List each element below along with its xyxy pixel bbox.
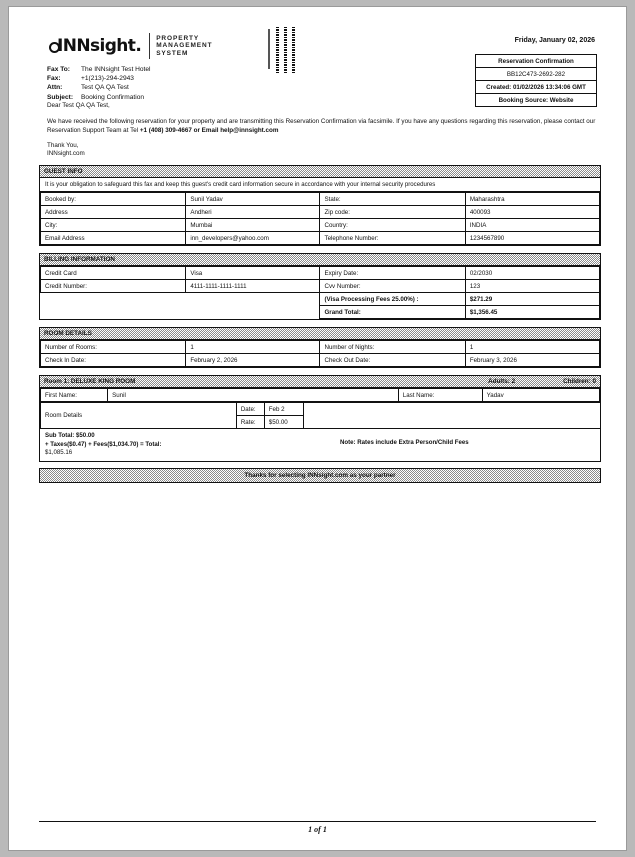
letter-contact: +1 (408) 309-4667 or Email help@innsight.com (139, 127, 279, 134)
room-1-section (39, 375, 601, 462)
logo-wordmark (47, 36, 141, 56)
logo-text: INNsight. (57, 36, 142, 56)
letter-paragraph-text: We have received the following reservation for your property and are transmitting this Reservation Confirmation via facsimile. If you have any questions regarding this reservation, please contact our Reservation Support Team at Tel (47, 118, 596, 134)
page-footer (39, 821, 596, 834)
cell-value: INDIA (465, 219, 599, 232)
table-row (41, 389, 600, 402)
guest-info-notice: It is your obligation to safeguard this fax and keep this guest's credit card information secure in accordance with your internal security procedures (40, 178, 600, 192)
fax-label: Fax: (47, 75, 61, 83)
last-name-label: Last Name: (398, 389, 482, 402)
reservation-confirmation-box (475, 54, 597, 107)
first-name-value: Sunil (108, 389, 399, 402)
logo-divider (149, 33, 150, 59)
cell-value: Sunil Yadav (186, 193, 320, 206)
letter-body (39, 101, 601, 158)
cell-label: Zip code: (320, 206, 465, 219)
processing-fee-label: (Visa Processing Fees 25.00%) : (320, 293, 465, 306)
cell-value: Andheri (186, 206, 320, 219)
letter-signoff: Thank You, (47, 142, 79, 149)
innsight-logo (47, 33, 213, 59)
rate-label: Rate: (236, 416, 264, 429)
room-total: $1,085.16 (45, 449, 73, 456)
table-row (41, 206, 600, 219)
room-details-section (39, 327, 601, 368)
processing-fee-value: $271.29 (465, 293, 599, 306)
billing-info-title (40, 254, 600, 266)
confirmation-title: Reservation Confirmation (476, 55, 596, 68)
room-1-children: Children: 0 (563, 378, 596, 385)
cell-label: Number of Rooms: (41, 341, 186, 354)
cell-label: Email Address (41, 232, 186, 245)
table-row (41, 193, 600, 206)
letter-paragraph (47, 117, 601, 135)
cell-value: 123 (465, 280, 599, 293)
confirmation-code: BB12C473-2692-282 (476, 68, 596, 81)
rate-value: $50.00 (264, 416, 303, 429)
cell-value: 1 (465, 341, 599, 354)
fax-to-row (47, 65, 151, 74)
cell-label: Country: (320, 219, 465, 232)
cell-value: inn_developers@yahoo.com (186, 232, 320, 245)
room-1-title-text: Room 1: DELUXE KING ROOM (44, 378, 136, 385)
cell-value: 1234567890 (465, 232, 599, 245)
cell-value: 02/2030 (465, 267, 599, 280)
room-details-title-text: ROOM DETAILS (44, 330, 92, 337)
cell-value: Maharashtra (465, 193, 599, 206)
room-1-totals (40, 429, 600, 461)
cell-value: Visa (186, 267, 320, 280)
guest-info-section (39, 165, 601, 246)
logo-sub-line-1: PROPERTY (156, 34, 200, 42)
guest-info-title-text: GUEST INFO (44, 168, 83, 175)
taxes-fees: + Taxes($0.47) + Fees($1,034.70) = Total: (45, 440, 162, 448)
cell-label: Number of Nights: (320, 341, 465, 354)
grand-total-value: $1,356.45 (465, 306, 599, 319)
letter-salutation: Dear Test QA QA Test, (47, 102, 110, 109)
subject-value: Booking Confirmation (81, 93, 145, 101)
guest-info-title (40, 166, 600, 178)
fax-subject-row (47, 93, 151, 102)
table-row (41, 354, 600, 367)
cell-value: February 2, 2026 (186, 354, 320, 367)
room-1-title (40, 376, 600, 388)
room-details-table (40, 340, 600, 367)
page-number: 1 of 1 (308, 825, 327, 834)
billing-info-section (39, 253, 601, 320)
table-row (41, 232, 600, 245)
table-row (41, 219, 600, 232)
room-1-occupancy (488, 378, 596, 385)
cell-value: February 3, 2026 (465, 354, 599, 367)
subject-label: Subject: (47, 93, 74, 101)
rates-note: Note: Rates include Extra Person/Child Fees (340, 439, 469, 446)
logo-sub-line-3: SYSTEM (156, 49, 189, 57)
cell-label: Credit Card (41, 267, 186, 280)
room-1-guest-table (40, 388, 600, 402)
attn-label: Attn: (47, 84, 63, 92)
rate-date-label: Date: (236, 403, 264, 416)
fax-number-row (47, 74, 151, 83)
thanks-banner: Thanks for selecting INNsight.com as your partner (39, 468, 601, 483)
guest-info-table (40, 192, 600, 245)
cell-label: Expiry Date: (320, 267, 465, 280)
cell-label: Check Out Date: (320, 354, 465, 367)
fax-to-label: Fax To: (47, 66, 70, 73)
document-header (39, 19, 601, 104)
room-details-title (40, 328, 600, 340)
letter-signname: INNsight.com (47, 150, 85, 157)
fax-recipient-block (47, 65, 151, 102)
cell-label: Telephone Number: (320, 232, 465, 245)
first-name-label: First Name: (41, 389, 108, 402)
table-row (41, 267, 600, 280)
cell-value: 400093 (465, 206, 599, 219)
table-row (41, 341, 600, 354)
table-row (41, 403, 601, 416)
last-name-value: Yadav (482, 389, 599, 402)
confirmation-created: Created: 01/02/2026 13:34:06 GMT (476, 81, 596, 94)
cell-label: City: (41, 219, 186, 232)
letter-signature (47, 142, 601, 158)
cell-label: Booked by: (41, 193, 186, 206)
cell-value: 1 (186, 341, 320, 354)
cell-label: Address (41, 206, 186, 219)
fax-to-value: The INNsight Test Hotel (81, 66, 151, 73)
logo-subtitle (156, 35, 212, 58)
room-details-label: Room Details (41, 403, 237, 429)
document-date: Friday, January 02, 2026 (514, 37, 595, 44)
cell-label: State: (320, 193, 465, 206)
attn-value: Test QA QA Test (81, 84, 129, 92)
room-1-adults: Adults: 2 (488, 378, 516, 385)
cell-value: Mumbai (186, 219, 320, 232)
billing-info-table (40, 266, 600, 319)
cell-label: Credit Number: (41, 280, 186, 293)
logo-circle-icon (49, 42, 60, 53)
table-row (41, 280, 600, 293)
cell-label: Cvv Number: (320, 280, 465, 293)
logo-sub-line-2: MANAGEMENT (156, 42, 213, 50)
cell-value: 4111-1111-1111-1111 (186, 280, 320, 293)
fax-attn-row (47, 83, 151, 92)
confirmation-booking-source: Booking Source: Website (498, 96, 574, 104)
sub-total: Sub Total: $50.00 (45, 432, 95, 439)
rate-date-value: Feb 2 (264, 403, 303, 416)
cell-label: Check In Date: (41, 354, 186, 367)
grand-total-label: Grand Total: (320, 306, 465, 319)
barcode-graphic (267, 27, 301, 79)
document-page (8, 6, 627, 851)
table-row (41, 293, 600, 306)
fax-value: +1(213)-294-2943 (81, 75, 134, 83)
document-content (39, 19, 601, 483)
billing-info-title-text: BILLING INFORMATION (44, 256, 115, 263)
room-1-rate-table (40, 402, 600, 429)
table-row (41, 306, 600, 319)
